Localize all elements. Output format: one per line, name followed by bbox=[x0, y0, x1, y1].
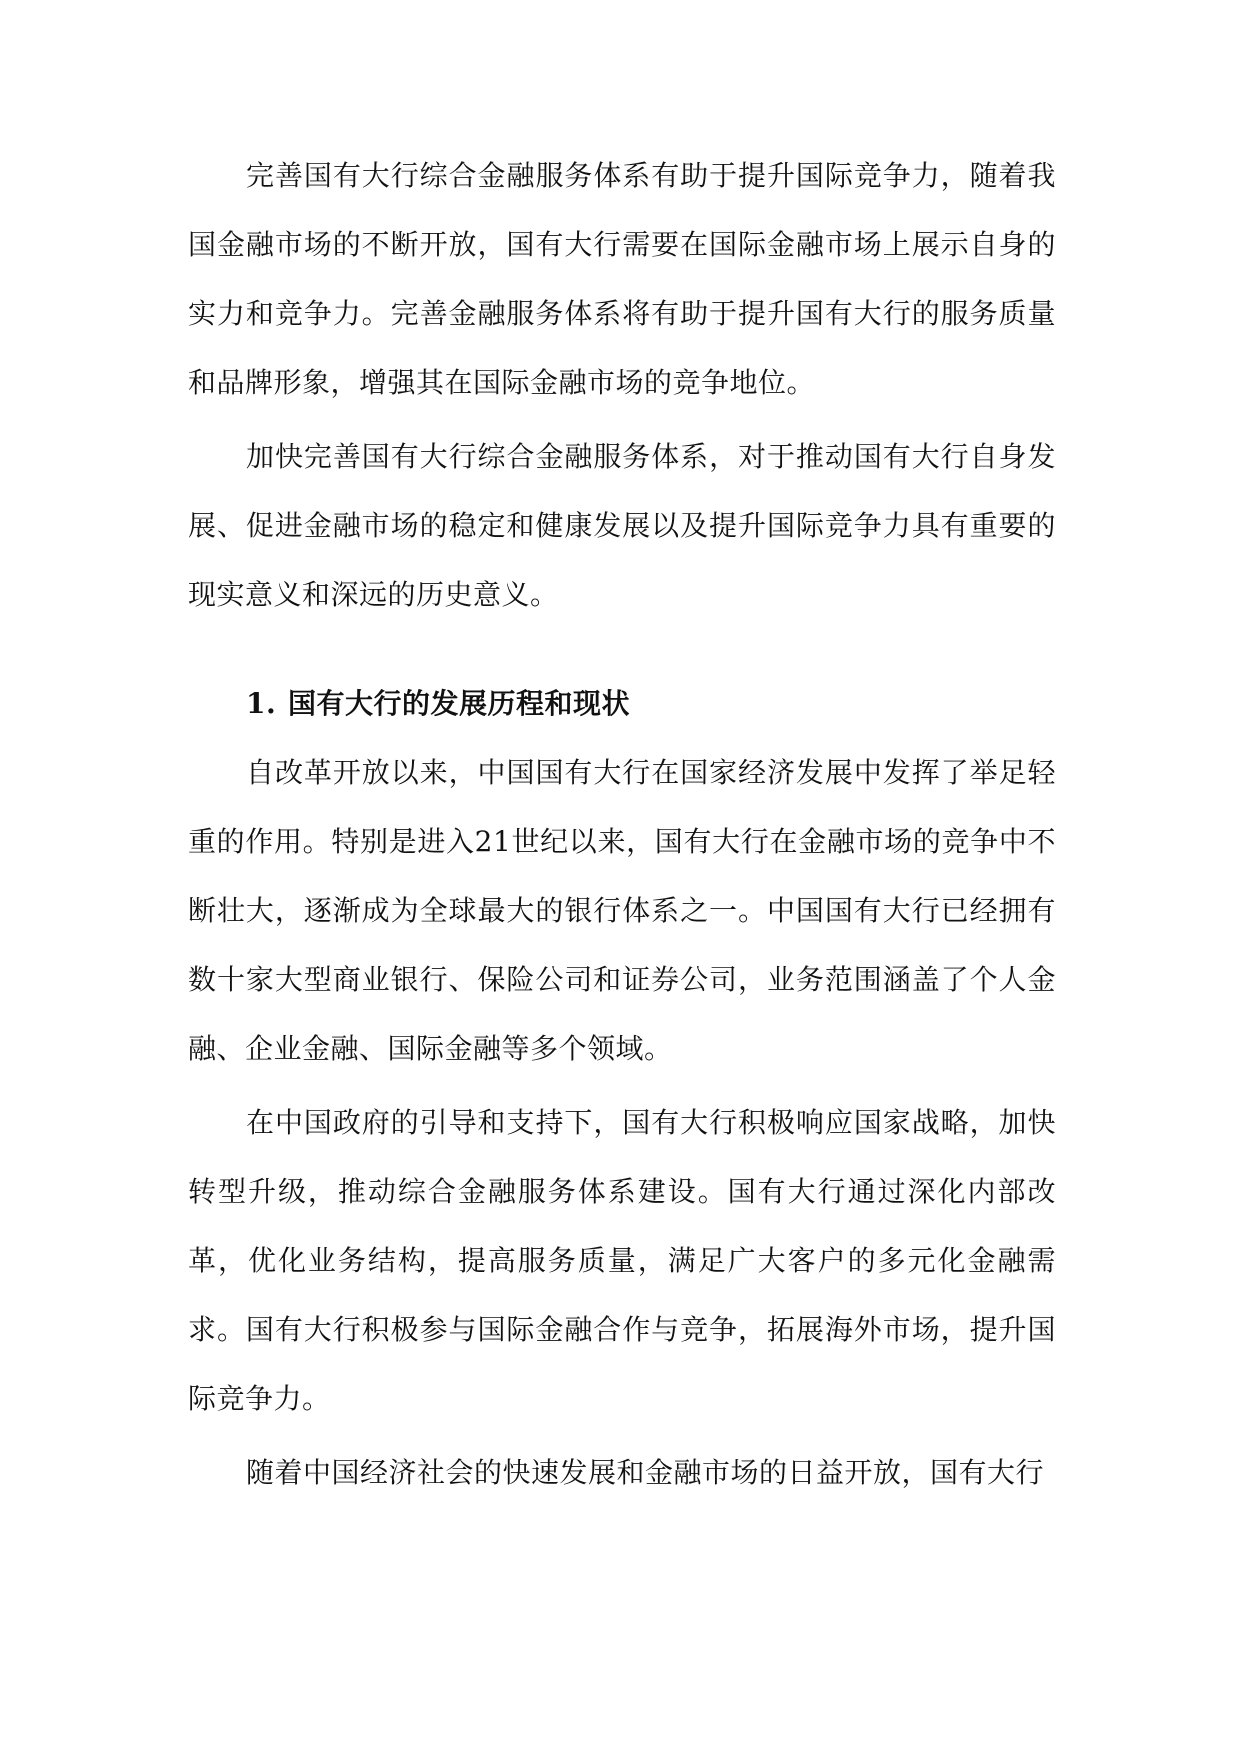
paragraph-competitiveness: 完善国有大行综合金融服务体系有助于提升国际竞争力，随着我国金融市场的不断开放，国有大行需要在国际金融市场上展示自身的实力和竞争力。完善金融服务体系将有助于提升国有大行的服务质量和品牌形象，增强其在国际金融市场的竞争地位。 bbox=[188, 159, 1056, 399]
document-body bbox=[188, 141, 1056, 1507]
section-title: 国有大行的发展历程和现状 bbox=[288, 687, 631, 720]
section-number: 1. bbox=[246, 687, 277, 720]
paragraph-transformation: 在中国政府的引导和支持下，国有大行积极响应国家战略，加快转型升级，推动综合金融服务体系建设。国有大行通过深化内部改革，优化业务结构，提高服务质量，满足广大客户的多元化金融需求。国有大行积极参与国际金融合作与竞争，拓展海外市场，提升国际竞争力。 bbox=[188, 1106, 1056, 1415]
section-spacer bbox=[188, 629, 1056, 669]
section-heading bbox=[188, 669, 1056, 738]
paragraph-continuation: 随着中国经济社会的快速发展和金融市场的日益开放，国有大行 bbox=[246, 1456, 1045, 1489]
paragraph-history: 自改革开放以来，中国国有大行在国家经济发展中发挥了举足轻重的作用。特别是进入21世纪以来，国有大行在金融市场的竞争中不断壮大，逐渐成为全球最大的银行体系之一。中国国有大行已经拥有数十家大型商业银行、保险公司和证券公司，业务范围涵盖了个人金融、企业金融、国际金融等多个领域。 bbox=[188, 756, 1056, 1065]
paragraph-significance: 加快完善国有大行综合金融服务体系，对于推动国有大行自身发展、促进金融市场的稳定和健康发展以及提升国际竞争力具有重要的现实意义和深远的历史意义。 bbox=[188, 440, 1056, 611]
